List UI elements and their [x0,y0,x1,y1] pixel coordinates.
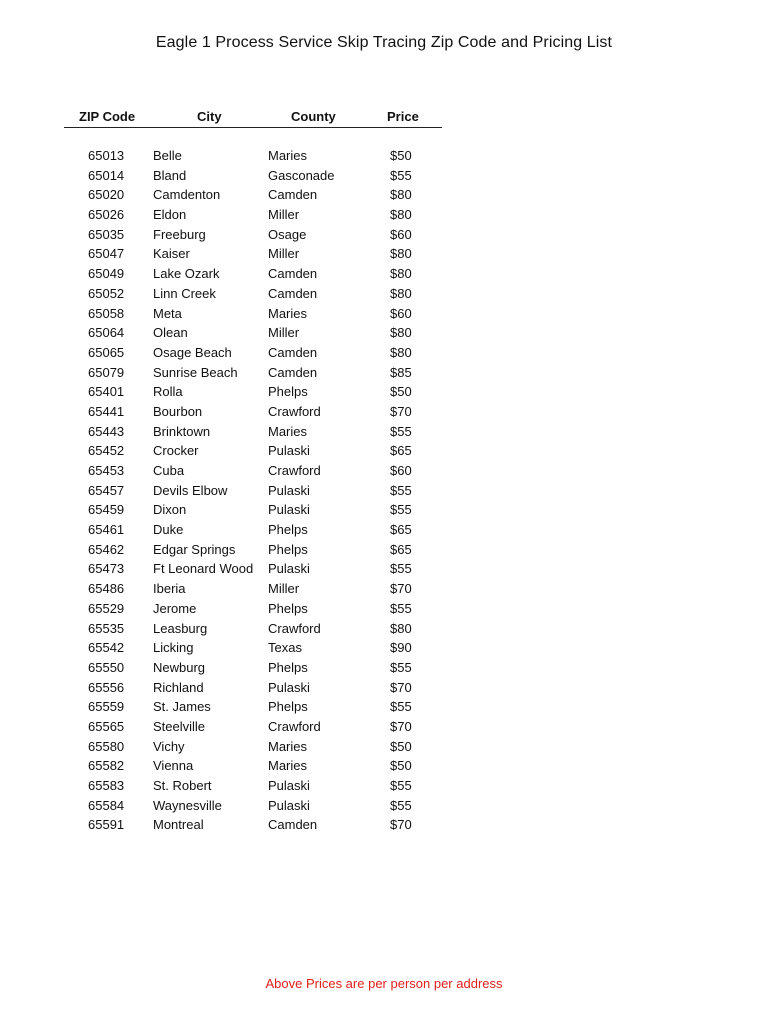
table-row [0,304,768,324]
county-cell: Maries [268,148,308,163]
county-cell: Pulaski [268,502,310,518]
zip-code-cell: 65473 [88,561,125,577]
price-cell: $80 [390,620,412,636]
county-cell: Gasconade [268,167,335,183]
city-cell: Steelville [153,718,206,734]
price-cell: $55 [390,797,412,813]
price-cell: $70 [390,718,412,734]
price-cell: $55 [390,167,412,183]
price-cell: $60 [390,226,412,242]
county-cell: Crawford [268,463,321,478]
zip-code-cell: 65535 [88,620,125,636]
city-cell: Newburg [153,659,206,675]
table-row [0,244,768,264]
city-cell: Freeburg [153,226,206,242]
zip-code-cell: 65461 [88,522,125,538]
city-cell: St. James [153,699,211,715]
table-row [0,717,768,737]
zip-code-cell: 65441 [88,403,125,419]
zip-code-cell: 65079 [88,364,125,380]
zip-code-cell: 65064 [88,325,125,341]
price-cell: $70 [390,581,412,597]
zip-code-cell: 65565 [88,718,125,734]
zip-code-cell: 65453 [88,463,125,478]
county-cell: Phelps [268,600,308,616]
price-cell: $50 [390,384,412,400]
price-cell: $55 [390,699,412,715]
price-cell: $55 [390,778,412,793]
price-cell: $80 [390,187,412,203]
table-row [0,402,768,422]
city-cell: Eldon [153,207,187,223]
county-cell: Pulaski [268,561,310,577]
table-row [0,500,768,520]
county-cell: Crawford [268,718,321,734]
city-cell: Vichy [153,738,185,754]
county-cell: Pulaski [268,443,310,459]
county-cell: Maries [268,423,308,439]
table-row [0,323,768,343]
table-row [0,737,768,757]
county-cell: Pulaski [268,482,310,498]
zip-code-cell: 65529 [88,600,125,616]
county-cell: Osage [268,226,307,242]
city-cell: Camdenton [153,187,221,203]
page-title: Eagle 1 Process Service Skip Tracing Zip Code and Pricing List [155,34,613,51]
county-cell: Crawford [268,620,321,636]
zip-code-cell: 65486 [88,581,125,597]
city-cell: Meta [153,305,182,321]
price-cell: $80 [390,325,412,341]
city-cell: Belle [153,148,182,163]
zip-code-cell: 65584 [88,797,125,813]
zip-code-cell: 65582 [88,758,125,774]
zip-code-cell: 65020 [88,187,125,203]
table-row [0,205,768,225]
zip-code-cell: 65580 [88,738,125,754]
zip-code-cell: 65401 [88,384,125,400]
table-row [0,638,768,658]
price-cell: $90 [390,640,412,656]
pricing-table-body [0,146,768,835]
city-cell: Edgar Springs [153,541,236,557]
price-cell: $60 [390,463,412,478]
county-cell: Phelps [268,522,308,538]
table-row [0,815,768,835]
city-cell: Kaiser [153,246,190,262]
price-cell: $55 [390,659,412,675]
county-cell: Camden [268,817,318,833]
table-row [0,343,768,363]
table-row [0,697,768,717]
county-cell: Pulaski [268,778,310,793]
county-cell: Maries [268,305,308,321]
county-cell: Maries [268,758,308,774]
price-cell: $80 [390,285,412,301]
price-cell: $80 [390,344,412,360]
table-row [0,658,768,678]
city-cell: Dixon [153,502,187,518]
price-cell: $65 [390,443,412,459]
table-row [0,363,768,383]
zip-code-cell: 65013 [88,148,125,163]
zip-code-cell: 65559 [88,699,125,715]
city-cell: Leasburg [153,620,208,636]
city-cell: Lake Ozark [153,266,220,282]
county-cell: Miller [268,207,300,223]
price-cell: $55 [390,600,412,616]
city-cell: Licking [153,640,194,656]
table-row [0,678,768,698]
price-cell: $80 [390,246,412,262]
zip-code-cell: 65065 [88,344,125,360]
city-cell: Vienna [153,758,194,774]
table-row [0,599,768,619]
table-row [0,579,768,599]
table-row [0,422,768,442]
city-cell: Bland [153,167,187,183]
footer-note: Above Prices are per person per address [265,976,503,991]
zip-code-cell: 65457 [88,482,125,498]
zip-code-cell: 65556 [88,679,125,695]
price-cell: $65 [390,522,412,538]
city-cell: Olean [153,325,188,341]
table-row [0,461,768,481]
zip-code-cell: 65443 [88,423,125,439]
county-cell: Phelps [268,699,308,715]
table-row [0,619,768,639]
price-cell: $80 [390,266,412,282]
price-cell: $55 [390,423,412,439]
zip-code-cell: 65459 [88,502,125,518]
table-header [64,108,442,128]
table-row [0,520,768,540]
table-row [0,146,768,166]
zip-code-cell: 65014 [88,167,125,183]
city-cell: Bourbon [153,403,203,419]
price-cell: $85 [390,364,412,380]
city-cell: Montreal [153,817,204,833]
price-cell: $55 [390,502,412,518]
county-cell: Maries [268,738,308,754]
table-row [0,166,768,186]
price-cell: $55 [390,482,412,498]
header-zip-code: ZIP Code [79,109,136,124]
zip-code-cell: 65058 [88,305,125,321]
table-row [0,796,768,816]
price-cell: $50 [390,758,412,774]
price-cell: $60 [390,305,412,321]
table-row [0,559,768,579]
city-cell: St. Robert [153,778,212,793]
zip-code-cell: 65462 [88,541,125,557]
header-price: Price [387,109,419,124]
zip-code-cell: 65035 [88,226,125,242]
table-row [0,185,768,205]
city-cell: Iberia [153,581,186,597]
price-cell: $70 [390,679,412,695]
zip-code-cell: 65583 [88,778,125,793]
county-cell: Miller [268,581,300,597]
price-cell: $70 [390,403,412,419]
city-cell: Sunrise Beach [153,364,238,380]
table-row [0,776,768,796]
city-cell: Crocker [153,443,199,459]
zip-code-cell: 65026 [88,207,125,223]
zip-code-cell: 65052 [88,285,125,301]
header-city: City [197,109,222,124]
city-cell: Richland [153,679,204,695]
table-row [0,284,768,304]
city-cell: Cuba [153,463,185,478]
price-cell: $50 [390,148,412,163]
table-row [0,264,768,284]
table-row [0,756,768,776]
county-cell: Camden [268,266,318,282]
price-cell: $65 [390,541,412,557]
county-cell: Camden [268,364,318,380]
header-county: County [291,109,336,124]
county-cell: Camden [268,187,318,203]
price-cell: $80 [390,207,412,223]
zip-code-cell: 65049 [88,266,125,282]
city-cell: Linn Creek [153,285,216,301]
price-cell: $55 [390,561,412,577]
city-cell: Jerome [153,600,197,616]
county-cell: Phelps [268,541,308,557]
zip-code-cell: 65452 [88,443,125,459]
county-cell: Texas [268,640,302,656]
zip-code-cell: 65542 [88,640,125,656]
city-cell: Duke [153,522,184,538]
county-cell: Camden [268,285,318,301]
price-cell: $70 [390,817,412,833]
table-row [0,441,768,461]
city-cell: Rolla [153,384,183,400]
city-cell: Osage Beach [153,344,232,360]
county-cell: Miller [268,325,300,341]
county-cell: Camden [268,344,318,360]
county-cell: Miller [268,246,300,262]
zip-code-cell: 65047 [88,246,125,262]
county-cell: Phelps [268,659,308,675]
table-row [0,225,768,245]
county-cell: Phelps [268,384,308,400]
city-cell: Devils Elbow [153,482,228,498]
zip-code-cell: 65591 [88,817,125,833]
city-cell: Ft Leonard Wood [153,561,254,577]
city-cell: Waynesville [153,797,222,813]
table-row [0,481,768,501]
county-cell: Pulaski [268,797,310,813]
table-row [0,540,768,560]
table-row [0,382,768,402]
price-cell: $50 [390,738,412,754]
county-cell: Crawford [268,403,321,419]
county-cell: Pulaski [268,679,310,695]
zip-code-cell: 65550 [88,659,125,675]
city-cell: Brinktown [153,423,211,439]
